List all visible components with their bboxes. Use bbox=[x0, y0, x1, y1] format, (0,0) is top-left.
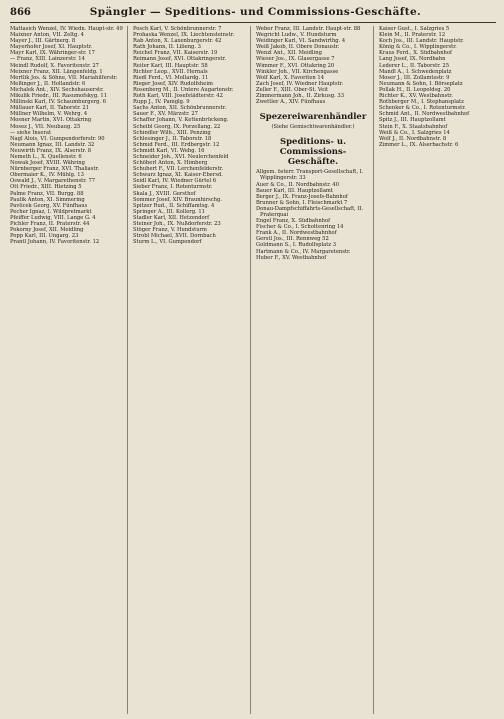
directory-entry: Richter K., XV. Westbahnstr. bbox=[379, 93, 453, 100]
directory-entry: Berger J., IX. Franz-Josefs-Bahnhof bbox=[256, 193, 348, 200]
directory-entry: Springer A., III. Kollerg. 11 bbox=[133, 208, 205, 215]
directory-entry: Neuwirth Franz, IX. Alserstr. 8 bbox=[10, 147, 92, 154]
directory-entry: Meßinger J., II. Hollandstr. 6 bbox=[10, 80, 86, 87]
directory-entry: Mayer J., III. Gärtnerg. 8 bbox=[10, 38, 76, 45]
directory-entry: Fischer & Co., I. Schottenring 14 bbox=[256, 224, 344, 231]
directory-entry: Kaiser Gust., I. Salzgries 5 bbox=[379, 26, 450, 32]
directory-entry: Sturm L., VI. Gumpendorf bbox=[133, 239, 202, 246]
directory-entry: Roth Karl, VIII. Josefstädterstr. 42 bbox=[133, 93, 223, 100]
directory-entry: Nürnberger Franz, XVI. Thaliastr. bbox=[10, 166, 100, 173]
directory-entry: Obermaier K., IV. Mühlg. 13 bbox=[10, 172, 84, 179]
directory-entry: Sauer F., XV. Märzstr. 27 bbox=[133, 111, 198, 118]
directory-entry: Auer & Co., II. Nordbahnstr. 40 bbox=[256, 181, 340, 188]
directory-entry: Nowak Josef, XVIII. Währing bbox=[10, 160, 85, 167]
directory-entry: Reimann Josef, XVI. Ottakringerstr. bbox=[133, 56, 227, 63]
directory-entry: Palme Franz, VII. Burgg. 88 bbox=[10, 190, 84, 197]
directory-entry: Zach Josef, IV. Wiedner Hauptstr. bbox=[256, 80, 344, 87]
directory-entry: Mosez J., VII. Neubaug. 25 bbox=[10, 123, 81, 130]
directory-entry: Mertlik Jos. & Söhne, VII. Mariahilferstr. bbox=[10, 74, 118, 81]
directory-entry: Popp Karl, III. Ungarg. 23 bbox=[10, 233, 79, 240]
directory-entry: Rab Anton, X. Laxenburgerstr. 42 bbox=[133, 38, 222, 45]
directory-entry: Gerstl Jos., III. Rennweg 52 bbox=[256, 236, 329, 243]
directory-entry: Neumann Ignaz, III. Landstr. 32 bbox=[10, 141, 95, 148]
directory-entry: Müllner Wilhelm, V. Wehrg. 4 bbox=[10, 111, 88, 118]
directory-entry: Sachs Anton, XII. Schönbrunnerstr. bbox=[133, 105, 227, 112]
directory-entry: Mosner Martin, XVI. Ottakring bbox=[10, 117, 92, 124]
directory-entry: Schneider Joh., XVI. Neulerchenfeld bbox=[133, 153, 229, 160]
directory-entry: Lederer L., II. Taborstr. 25 bbox=[379, 62, 449, 69]
directory-entry: Schöberl Anton, X. Himberg bbox=[133, 160, 208, 167]
directory-entry: Wolf Karl, X. Favoriten 14 bbox=[256, 74, 325, 81]
directory-entry: Weiß & Co., I. Salzgries 14 bbox=[379, 129, 450, 136]
directory-entry: Sommer Josef, XIV. Braunhirschg. bbox=[133, 196, 222, 203]
directory-entry: — Franz, XIII. Lainzerstr. 14 bbox=[10, 56, 85, 63]
directory-entry: Nemeth L., X. Quellenstr. 6 bbox=[10, 153, 82, 160]
directory-entry: Mayr Karl, IX. Währinger-str. 17 bbox=[10, 50, 95, 57]
directory-entry: Pecher Ignaz, I. Wildpretmarkt bbox=[10, 208, 92, 215]
directory-entry: Winkler Joh., VII. Kirchengasse bbox=[256, 68, 339, 75]
directory-entry: Reiter Karl, III. Hauptstr. 58 bbox=[133, 62, 208, 69]
directory-entry: Brunner & Sohn, I. Fleischmarkt 7 bbox=[256, 199, 348, 206]
directory-entry: Oswald J., V. Margarethenstr. 77 bbox=[10, 178, 96, 185]
directory-entry: Lang Josef, IX. Nordbahn bbox=[379, 56, 446, 63]
directory-entry: Maixner Anton, VII. Zeltg. 4 bbox=[10, 32, 84, 39]
directory-entry: Strobl Michael, XVII. Dornbach bbox=[133, 233, 216, 240]
directory-entry: Richter Leop., XVII. Hernals bbox=[133, 68, 208, 75]
directory-entry: Koch Jos., III. Landstr. Hauptstr. bbox=[379, 38, 464, 45]
directory-entry: Prohaska Wenzel, IX. Liechtensteinstr. bbox=[133, 32, 235, 39]
directory-entry: Schubert F., VII. Lerchenfelderstr. bbox=[133, 166, 224, 173]
directory-entry: Stöger Franz, V. Hundsturm bbox=[133, 227, 207, 234]
directory-entry: Huber F., XV. Westbahnhof bbox=[256, 254, 327, 261]
page-title: Spängler — Speditions- und Commissions-Geschäfte. bbox=[89, 6, 422, 18]
section-heading-speditions: Speditions- u. Commissions-Geschäfte. bbox=[279, 137, 347, 168]
directory-entry: Mikulik Friedr., III. Rasumofskyg. 11 bbox=[10, 93, 108, 100]
directory-entry: Donau-Dampfschiffahrts-Gesellschaft, II. Praterquai bbox=[256, 205, 364, 218]
directory-entry: Riedl Ferd., VI. Mollardg. 11 bbox=[133, 74, 209, 81]
column-3 bbox=[256, 26, 374, 714]
directory-entry: Neumann & Sohn, I. Börseplatz bbox=[379, 80, 463, 87]
directory-entry: Weber Franz, III. Landstr. Haupt-str. 88 bbox=[256, 26, 361, 32]
directory-entry: Mayerhofer Josef, XI. Hauptstr. bbox=[10, 44, 93, 51]
directory-entry: Weiß Jakob, II. Obere Donaustr. bbox=[256, 44, 340, 51]
directory-entry: Schenker & Co., I. Rotenturmstr. bbox=[379, 105, 466, 112]
directory-entry: Stadler Karl, XII. Hetzendorf bbox=[133, 214, 210, 221]
directory-entry: König & Co., I. Wipplingerstr. bbox=[379, 44, 457, 51]
directory-entry: Sieber Franz, I. Rotenturmstr. bbox=[133, 184, 213, 191]
directory-entry: Kraus Ferd., X. Südbahnhof bbox=[379, 50, 452, 57]
directory-entry: Stein F., X. Staatsbahnhof bbox=[379, 123, 448, 130]
directory-entry: Ott Friedr., XIII. Hietzing 5 bbox=[10, 184, 82, 191]
directory-entry: Schwarz Ignaz, XI. Kaiser-Ebersd. bbox=[133, 172, 223, 179]
directory-entry: Pichler Franz, II. Praterstr. 44 bbox=[10, 221, 90, 227]
directory-entry: Schaffer Johann, V. Kettenbrückeng. bbox=[133, 117, 229, 124]
directory-entry: Millinski Karl, IV. Schaumburgerg. 6 bbox=[10, 99, 107, 106]
directory-entry: Scheibl Georg, IX. Porzellang. 22 bbox=[133, 123, 221, 130]
directory-entry: Zimmermann Joh., II. Zirkusg. 33 bbox=[256, 93, 344, 100]
directory-entry: Zwettler A., XIV. Fünfhaus bbox=[256, 99, 326, 106]
directory-entry: Pokorny Josef, XII. Meidling bbox=[10, 227, 84, 234]
directory-entry: Spitzer Rud., II. Schiffamtsg. 4 bbox=[133, 202, 215, 209]
directory-entry: Wolf J., II. Nordbahnstr. 8 bbox=[379, 135, 447, 142]
directory-entry: Schindler Wilh., XIII. Penzing bbox=[133, 129, 211, 136]
directory-entry: Rothberger M., I. Stephansplatz bbox=[379, 99, 464, 106]
directory-entry: Reichel Franz, VII. Kaiserstr. 19 bbox=[133, 50, 218, 57]
directory-entry: Meixner Franz, XII. Längenfeldg. 1 bbox=[10, 68, 103, 75]
directory-entry: Goldmann S., I. Rudolfsplatz 3 bbox=[256, 242, 337, 249]
directory-entry: Allgem. österr. Transport-Gesellschaft, I. Wipplingerstr. 33 bbox=[256, 169, 364, 182]
directory-entry: Michalek Ant., XIV. Sechshauserstr. bbox=[10, 86, 104, 93]
directory-entry: Wieser Jos., IX. Glasergasse 7 bbox=[256, 56, 335, 63]
directory-entry: Engel Franz, X. Südbahnhof bbox=[256, 218, 331, 225]
directory-entry: Weidinger Karl, VI. Sandwirthg. 4 bbox=[256, 38, 346, 45]
page-header bbox=[10, 6, 496, 23]
directory-entry: Pfeiffer Ludwig, VIII. Lange G. 4 bbox=[10, 214, 96, 221]
directory-entry: Steiner Joh., IX. Nußdorferstr. 23 bbox=[133, 221, 221, 227]
directory-entry: Wegricht Ludw., V. Hundsturm bbox=[256, 32, 337, 39]
directory-entry: Rath Johann, II. Lilieng. 3 bbox=[133, 44, 201, 51]
column-4 bbox=[379, 26, 496, 714]
directory-entry: Klein M., II. Praterstr. 12 bbox=[379, 32, 446, 39]
directory-entry: Skala J., XVIII. Gersthof bbox=[133, 190, 196, 197]
section-heading-spezerei: Spezereiwarenhändler bbox=[259, 112, 367, 123]
directory-entry: Schmid Ferd., III. Erdbergstr. 12 bbox=[133, 141, 220, 148]
directory-entry: Zeller F., XIII. Ober-St. Veit bbox=[256, 86, 328, 93]
directory-entry: Moser J., III. Zollamtsstr. 9 bbox=[379, 74, 450, 81]
directory-entry: Zimmer L., IX. Alserbachstr. 6 bbox=[379, 141, 459, 148]
directory-entry: Mandl A., I. Schwedenplatz bbox=[379, 68, 452, 75]
directory-entry: Pollak H., II. Leopoldsg. 20 bbox=[379, 86, 451, 93]
directory-entry: Schmidt Karl, VI. Webg. 16 bbox=[133, 147, 205, 154]
directory-entry: Meindl Rudolf, X. Favoritenstr. 27 bbox=[10, 62, 99, 69]
directory-entry: Schlesinger J., II. Taborstr. 18 bbox=[133, 135, 212, 142]
directory-entry: Müllauer Karl, II. Taborstr. 21 bbox=[10, 105, 90, 112]
columns bbox=[10, 26, 496, 714]
directory-entry: Wenzl Ant., XII. Meidling bbox=[256, 50, 322, 57]
directory-entry: Rieger Josef, XIV. Rudolfsheim bbox=[133, 80, 213, 87]
directory-entry: Nagl Alois, VI. Gumpendorferstr. 90 bbox=[10, 135, 105, 142]
directory-entry: Spitz J., III. Hauptzollamt bbox=[379, 117, 446, 124]
directory-entry: Pavlicek Georg, XV. Fünfhaus bbox=[10, 202, 88, 209]
column-1 bbox=[10, 26, 128, 714]
directory-entry: Schmid Ant., II. Nordwestbahnhof bbox=[379, 111, 470, 118]
directory-entry: — siehe Inserat bbox=[10, 129, 52, 136]
column-2 bbox=[133, 26, 251, 714]
directory-entry: Hartmann & Co., IV. Margaretenstr. bbox=[256, 248, 351, 255]
directory-entry: Mattasich Wenzel, IV. Wiedn. Haupt-str. 49 bbox=[10, 26, 123, 32]
directory-entry: Paulik Anton, XI. Simmering bbox=[10, 196, 85, 203]
directory-entry: Frank A., II. Nordwestbahnhof bbox=[256, 230, 337, 237]
directory-entry: Rosenberg M., II. Untere Augartenstr. bbox=[133, 86, 234, 93]
directory-entry: Prantl Johann, IV. Favoritenstr. 12 bbox=[10, 239, 100, 246]
section-note-spezerei: (Siehe Gemischtwarenhändler.) bbox=[271, 124, 355, 131]
directory-entry: Bauer Karl, III. Hauptzollamt bbox=[256, 187, 333, 194]
directory-entry: Posch Karl, V. Schönbrunnerstr. 7 bbox=[133, 26, 222, 32]
directory-entry: Seidl Karl, IV. Wiedner Gürtel 6 bbox=[133, 178, 217, 185]
directory-entry: Rupp J., IV. Paniglg. 9 bbox=[133, 99, 190, 106]
directory-entry: Wimmer F., XVI. Ottakring 20 bbox=[256, 62, 335, 69]
page-number: 866 bbox=[10, 7, 31, 18]
